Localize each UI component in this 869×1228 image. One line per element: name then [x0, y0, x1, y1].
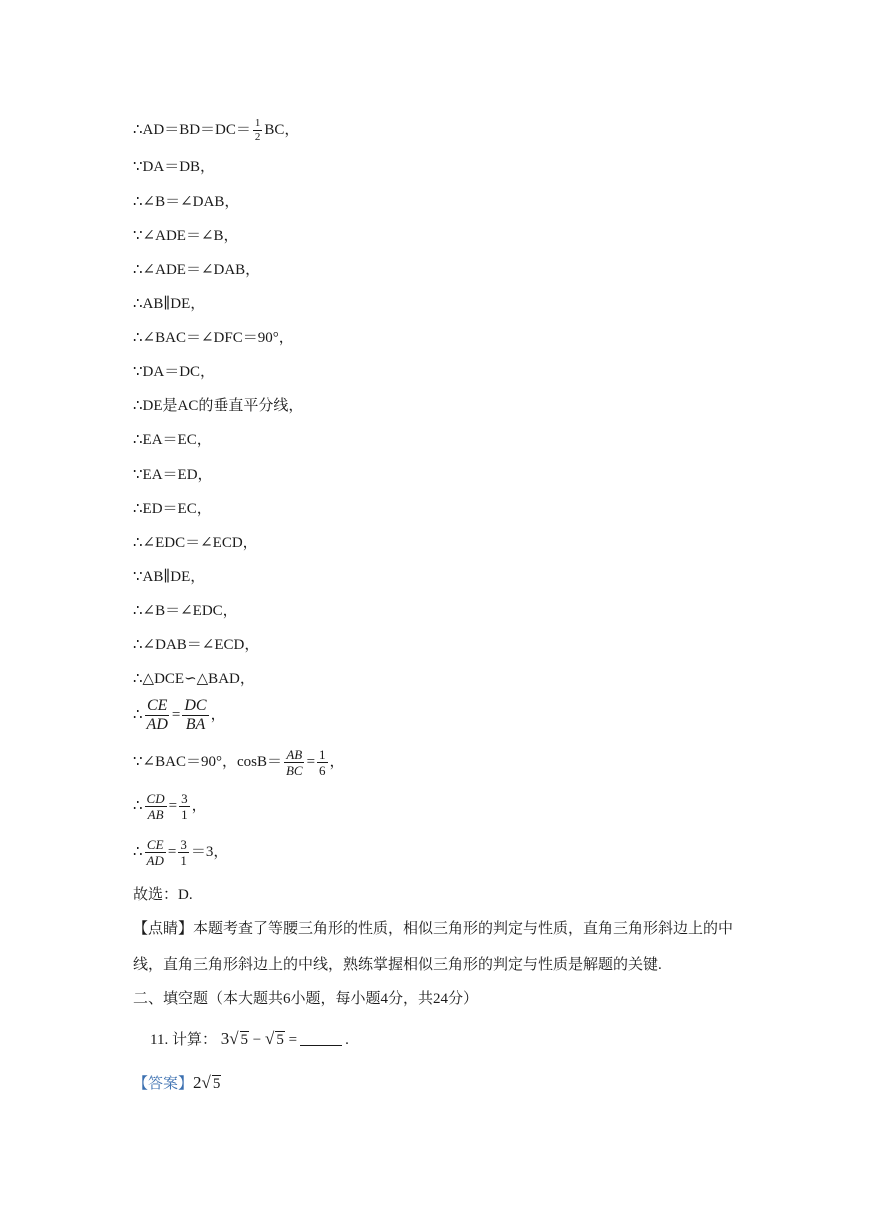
- step-line: ∴∠BAC＝∠DFC＝90°，: [133, 330, 294, 346]
- step-line: ∴AB∥DE，: [133, 296, 206, 312]
- sqrt: √ 5: [201, 1073, 221, 1092]
- step-line: ∵DA＝DC，: [133, 364, 216, 380]
- step-line: ∴△DCE∽△BAD，: [133, 671, 255, 687]
- question-11: 11. 计算： 3√ 5 − √ 5 = .: [150, 1029, 349, 1048]
- fraction: $\frac{CD}{AB}$: [146, 791, 165, 822]
- fraction: $\frac{DC}{BA}$: [184, 697, 207, 733]
- answer-tag: 【答案】: [133, 1076, 194, 1092]
- step-line: ∴ $\frac{CD}{AB}$ = $\frac{3}{1}$ ，: [133, 791, 207, 822]
- step-line: ∴EA＝EC，: [133, 432, 212, 448]
- step-line: ∴∠DAB＝∠ECD，: [133, 637, 260, 653]
- fraction: $\frac{1}{6}$: [319, 747, 326, 778]
- step-line: ∴ED＝EC，: [133, 501, 212, 517]
- sqrt: √ 5: [265, 1029, 284, 1048]
- step-line: ∴∠EDC＝∠ECD，: [133, 535, 258, 551]
- step-line: ∴∠B＝∠DAB，: [133, 194, 240, 210]
- step-text: ∴AD＝BD＝DC＝: [133, 121, 251, 138]
- comment-text: 【点睛】本题考查了等腰三角形的性质，相似三角形的判定与性质，直角三角形斜边上的中: [133, 921, 734, 937]
- step-line: 故选：D.: [133, 887, 193, 903]
- fraction: $\frac{AB}{BC}$: [285, 747, 303, 778]
- step-line: ∵EA＝ED，: [133, 467, 213, 483]
- step-line: ∴DE是AC的垂直平分线，: [133, 398, 304, 414]
- step-line: ∵DA＝DB，: [133, 159, 216, 175]
- fraction: $\frac{CE}{AD}$: [146, 837, 164, 868]
- fraction: $\frac{CE}{AD}$: [146, 697, 168, 733]
- section-heading: 二、填空题（本大题共6小题，每小题4分，共24分）: [133, 991, 479, 1007]
- answer-blank: [300, 1045, 342, 1046]
- step-line: ∴∠ADE＝∠DAB，: [133, 262, 261, 278]
- sqrt: √ 5: [229, 1029, 249, 1048]
- fraction: $\frac{3}{1}$: [181, 791, 188, 822]
- fraction: $\frac{1}{2}$: [254, 117, 261, 143]
- comment-text: 线，直角三角形斜边上的中线，熟练掌握相似三角形的判定与性质是解题的关键.: [133, 957, 662, 973]
- step-line: ∴∠B＝∠EDC，: [133, 603, 238, 619]
- step-line: ∵∠ADE＝∠B，: [133, 228, 239, 244]
- fraction: $\frac{3}{1}$: [180, 837, 187, 868]
- step-line: ∵∠BAC＝90°，cosB＝ $\frac{AB}{BC}$ = $\frac{1}{6}$ ，: [133, 747, 345, 778]
- step-line: ∴ $\frac{CE}{AD}$ = $\frac{DC}{BA}$ ，: [133, 697, 226, 733]
- answer-line: 【答案】2√ 5: [133, 1073, 221, 1092]
- step-line: ∵AB∥DE，: [133, 569, 206, 585]
- step-line: ∴ $\frac{CE}{AD}$ = $\frac{3}{1}$ ＝3，: [133, 837, 229, 868]
- step-line: ∴AD＝BD＝DC＝ $\frac{1}{2}$ BC，: [133, 117, 300, 143]
